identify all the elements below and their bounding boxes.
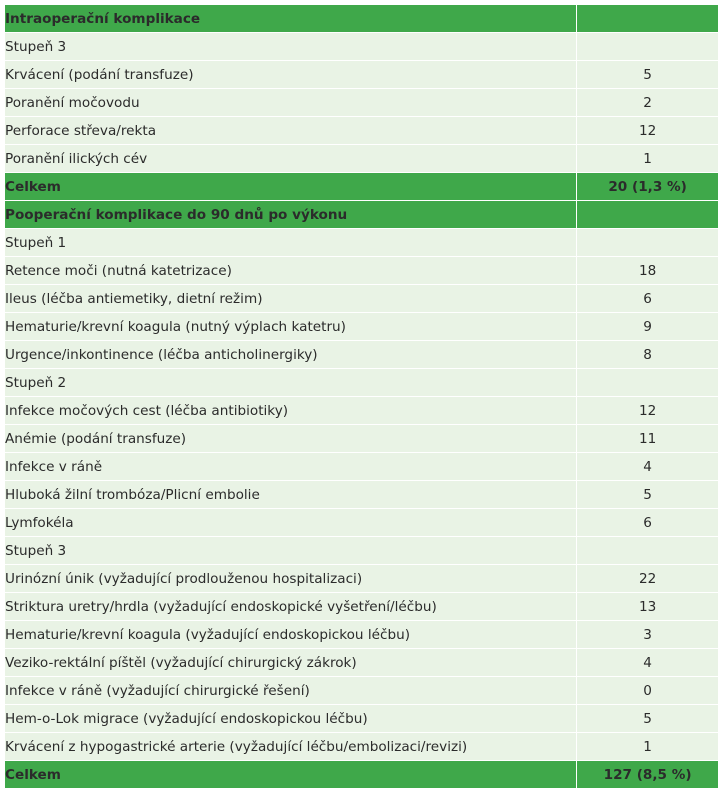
table-row: [5, 397, 719, 425]
table-row-label: Infekce v ráně (vyžadující chirurgické řešení): [5, 677, 577, 705]
table-row-value: 22: [577, 565, 719, 593]
table-row-label: Anémie (podání transfuze): [5, 425, 577, 453]
table-row-label: Striktura uretry/hrdla (vyžadující endoskopické vyšetření/léčbu): [5, 593, 577, 621]
grade-row-label: Stupeň 3: [5, 537, 577, 565]
grade-row-value: [577, 369, 719, 397]
table-row: [5, 313, 719, 341]
table-row-label: Infekce močových cest (léčba antibiotiky): [5, 397, 577, 425]
table-row-value: 2: [577, 89, 719, 117]
total-row-value: 20 (1,3 %): [577, 173, 719, 201]
section-header-value: [577, 201, 719, 229]
table-row-value: 3: [577, 621, 719, 649]
grade-row-label: Stupeň 2: [5, 369, 577, 397]
table-row-label: Krvácení (podání transfuze): [5, 61, 577, 89]
table-row: [5, 61, 719, 89]
table-row: [5, 341, 719, 369]
table-row-value: 5: [577, 705, 719, 733]
table-row: [5, 621, 719, 649]
grade-row: [5, 369, 719, 397]
table-row: [5, 509, 719, 537]
table-row-value: 6: [577, 285, 719, 313]
total-row-label: Celkem: [5, 761, 577, 789]
grade-row: [5, 537, 719, 565]
table-row: [5, 481, 719, 509]
complications-table-body: [5, 5, 719, 789]
total-row-label: Celkem: [5, 173, 577, 201]
grade-row-value: [577, 537, 719, 565]
table-row: [5, 425, 719, 453]
table-row: [5, 257, 719, 285]
section-header-value: [577, 5, 719, 33]
table-row-value: 6: [577, 509, 719, 537]
table-row-value: 8: [577, 341, 719, 369]
table-row: [5, 705, 719, 733]
table-row-value: 18: [577, 257, 719, 285]
table-row: [5, 117, 719, 145]
table-row: [5, 649, 719, 677]
grade-row-label: Stupeň 1: [5, 229, 577, 257]
table-row-label: Hem-o-Lok migrace (vyžadující endoskopickou léčbu): [5, 705, 577, 733]
table-row-label: Infekce v ráně: [5, 453, 577, 481]
table-row-label: Perforace střeva/rekta: [5, 117, 577, 145]
table-row-label: Urgence/inkontinence (léčba anticholinergiky): [5, 341, 577, 369]
table-row-label: Hematurie/krevní koagula (vyžadující endoskopickou léčbu): [5, 621, 577, 649]
table-row-value: 13: [577, 593, 719, 621]
table-row: [5, 565, 719, 593]
table-row-label: Urinózní únik (vyžadující prodlouženou hospitalizaci): [5, 565, 577, 593]
table-row-value: 12: [577, 397, 719, 425]
table-row-label: Poranění ilických cév: [5, 145, 577, 173]
total-row: [5, 173, 719, 201]
section-header: [5, 5, 719, 33]
table-row: [5, 89, 719, 117]
table-row-label: Poranění močovodu: [5, 89, 577, 117]
table-row-value: 4: [577, 649, 719, 677]
table-row-value: 4: [577, 453, 719, 481]
grade-row-value: [577, 33, 719, 61]
table-row-value: 5: [577, 61, 719, 89]
section-header-label: Intraoperační komplikace: [5, 5, 577, 33]
table-row: [5, 285, 719, 313]
grade-row-value: [577, 229, 719, 257]
table-row: [5, 145, 719, 173]
table-row-label: Lymfokéla: [5, 509, 577, 537]
table-row-value: 12: [577, 117, 719, 145]
total-row: [5, 761, 719, 789]
table-row: [5, 677, 719, 705]
table-row: [5, 453, 719, 481]
complications-table: [4, 4, 719, 789]
table-row-label: Krvácení z hypogastrické arterie (vyžadující léčbu/embolizaci/revizi): [5, 733, 577, 761]
grade-row: [5, 33, 719, 61]
section-header-label: Pooperační komplikace do 90 dnů po výkonu: [5, 201, 577, 229]
table-row-value: 5: [577, 481, 719, 509]
grade-row-label: Stupeň 3: [5, 33, 577, 61]
table-row-value: 9: [577, 313, 719, 341]
grade-row: [5, 229, 719, 257]
table-row-label: Ileus (léčba antiemetiky, dietní režim): [5, 285, 577, 313]
total-row-value: 127 (8,5 %): [577, 761, 719, 789]
table-row-value: 0: [577, 677, 719, 705]
table-row-label: Veziko-rektální píštěl (vyžadující chirurgický zákrok): [5, 649, 577, 677]
table-row: [5, 593, 719, 621]
table-row-label: Hematurie/krevní koagula (nutný výplach katetru): [5, 313, 577, 341]
table-row-label: Hluboká žilní trombóza/Plicní embolie: [5, 481, 577, 509]
table-row-value: 1: [577, 733, 719, 761]
table-row-value: 11: [577, 425, 719, 453]
table-row: [5, 733, 719, 761]
table-row-label: Retence moči (nutná katetrizace): [5, 257, 577, 285]
table-row-value: 1: [577, 145, 719, 173]
section-header: [5, 201, 719, 229]
